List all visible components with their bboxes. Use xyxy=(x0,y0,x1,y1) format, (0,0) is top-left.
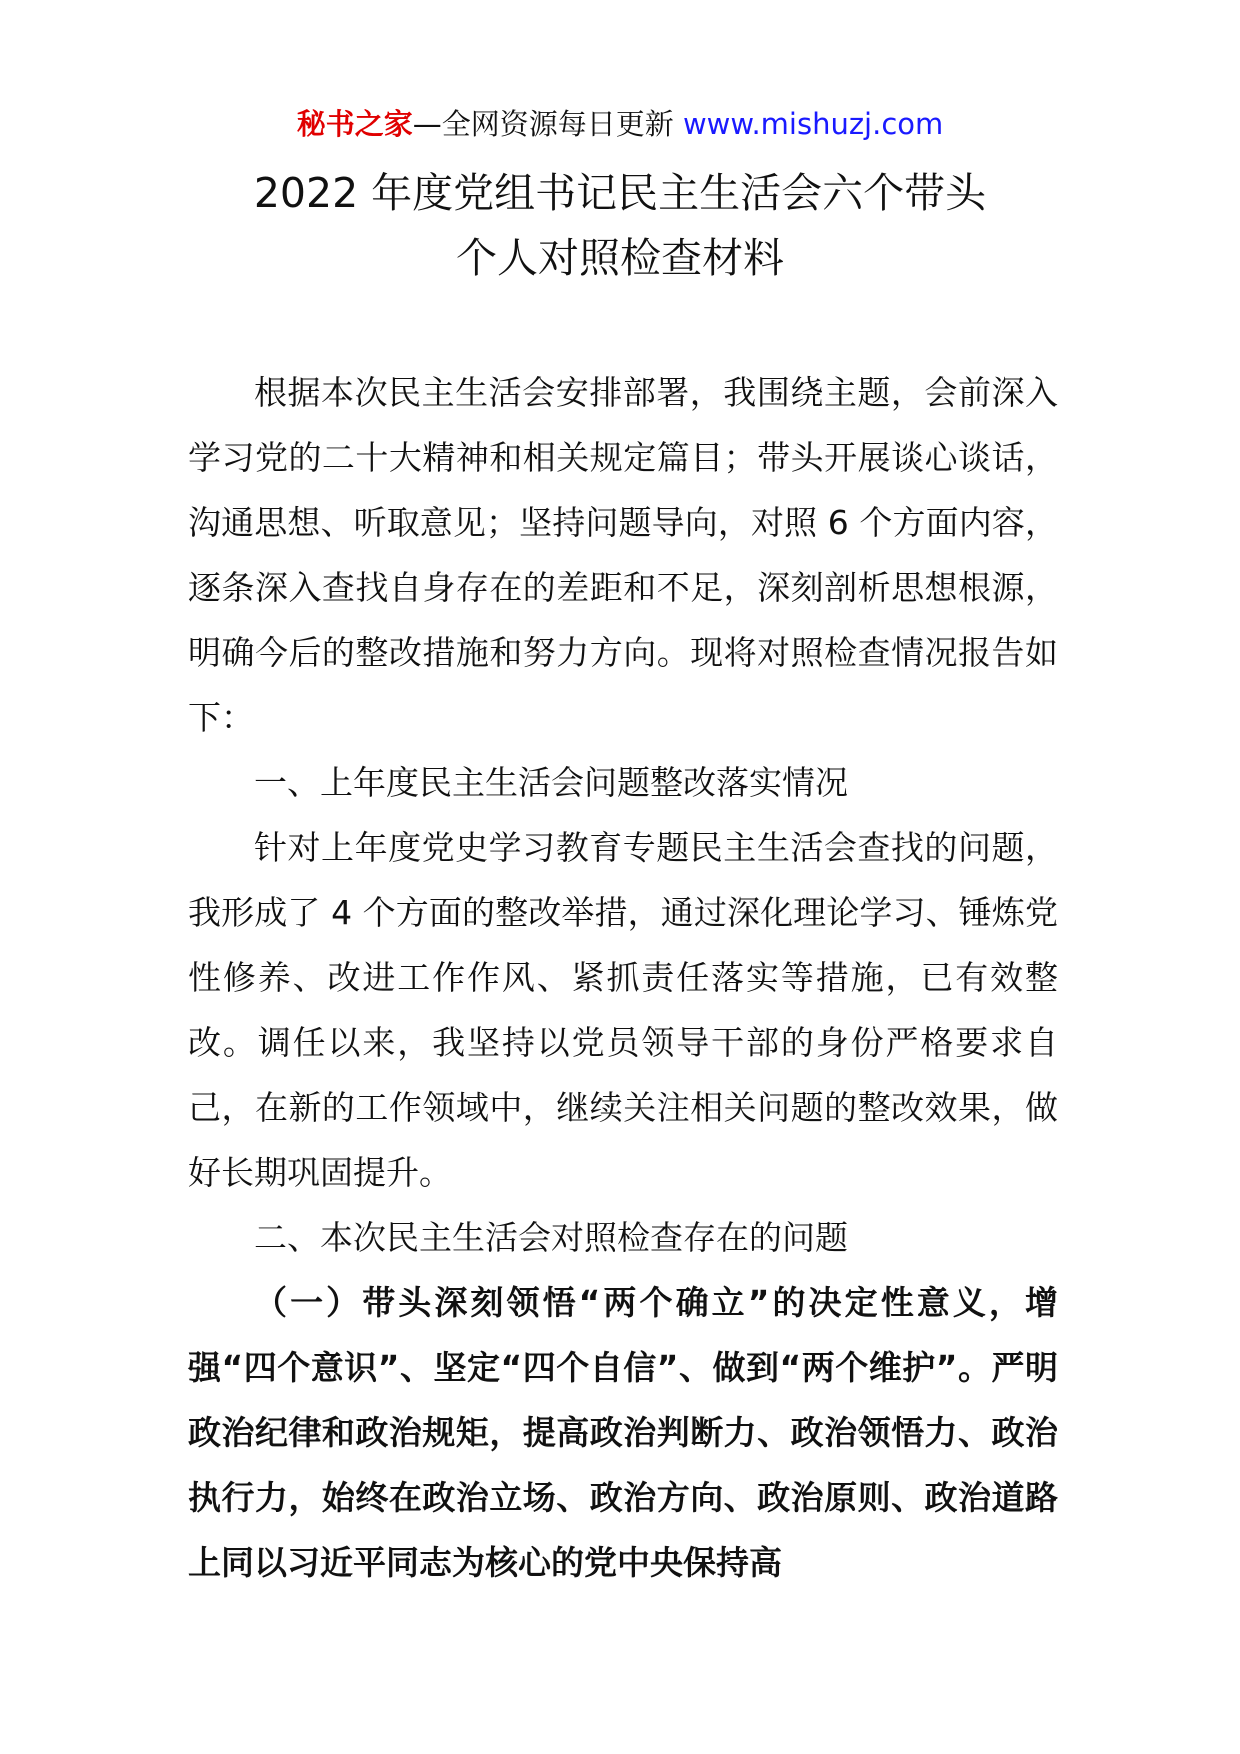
section-1-paragraph: 针对上年度党史学习教育专题民主生活会查找的问题，我形成了 4 个方面的整改举措，通过深化理论学习、锤炼党性修养、改进工作作风、紧抓责任落实等措施，已有效整改。调任以来，我坚持以党员领导干部的身份严格要求自己，在新的工作领域中，继续关注相关问题的整改效果，做好长期巩固提升。 xyxy=(188,828,1058,1192)
section-heading-1: 一、上年度民主生活会问题整改落实情况 xyxy=(254,763,848,802)
brand-name: 秘书之家 xyxy=(296,107,413,141)
document-body xyxy=(188,360,1058,1595)
document-title-line-1: 2022 年度党组书记民主生活会六个带头 xyxy=(253,169,987,217)
site-url-link[interactable]: www.mishuzj.com xyxy=(682,107,944,141)
header-tagline: —全网资源每日更新 xyxy=(412,107,683,141)
subsection-heading-1: （一）带头深刻领悟“两个确立”的决定性意义，增强“四个意识”、坚定“四个自信”、做到“两个维护”。严明政治纪律和政治规矩，提高政治判断力、政治领悟力、政治执行力，始终在政治立场、政治方向、政治原则、政治道路上同以习近平同志为核心的党中央保持高 xyxy=(188,1283,1058,1582)
document-title-line-2: 个人对照检查材料 xyxy=(456,234,784,282)
site-header xyxy=(0,104,1240,144)
section-heading-2: 二、本次民主生活会对照检查存在的问题 xyxy=(254,1218,848,1257)
intro-paragraph: 根据本次民主生活会安排部署，我围绕主题，会前深入学习党的二十大精神和相关规定篇目；带头开展谈心谈话，沟通思想、听取意见；坚持问题导向，对照 6 个方面内容，逐条深入查找自身存在的差距和不足，深刻剖析思想根源，明确今后的整改措施和努力方向。现将对照检查情况报告如下： xyxy=(188,373,1058,737)
